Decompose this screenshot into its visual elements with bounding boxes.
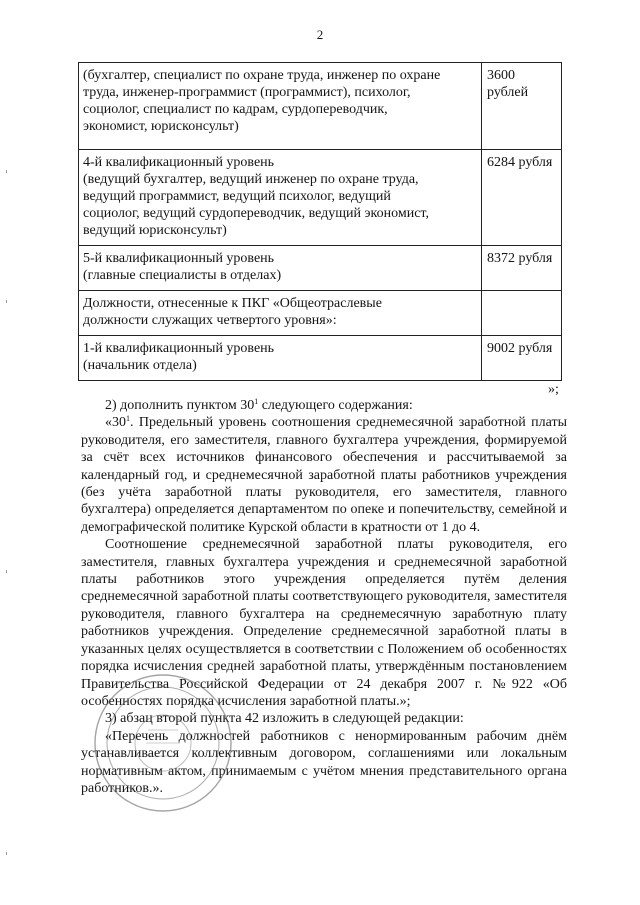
cell-line: экономист, юрисконсульт) [83, 119, 239, 134]
cell-line: 5-й квалификационный уровень [83, 251, 275, 266]
cell-line: социолог, специалист по кадрам, сурдопереводчик, [83, 102, 388, 117]
cell-line: социолог, ведущий сурдопереводчик, ведущий экономист, [83, 206, 429, 221]
paragraph-salary-ratio: Соотношение среднемесячной заработной платы руководителя, его заместителя, главных бухгалтера учреждения и среднемесячной заработной платы работников этого учреждения определяется путём деления среднемесячной заработной платы соответствующего руководителя, заместителя руководителя, главного бухгалтера на среднемесячную заработную плату работников учреждения. Определение среднемесячной заработной платы в указанных целях осуществляется в соответствии с Положением об особенностях порядка исчисления средней заработной платы, утверждённым постановлением Правительства Российской Федерации от 24 декабря 2007 г. №922 «Об особенностях порядка исчисления заработной платы.»; [81, 537, 567, 709]
scan-mark [6, 852, 7, 855]
table-row [79, 246, 562, 291]
position-cell [79, 336, 482, 381]
cell-line: должности служащих четвертого уровня»: [83, 313, 337, 328]
page-number: 2 [316, 27, 324, 42]
amount-cell [482, 246, 562, 291]
paragraph-position-list: «Перечень должностей работников с ненормированным рабочим днём устанавливается коллективным договором, соглашениями или локальным нормативным актом, принимаемым с учётом мнения представительного органа работников.». [81, 728, 567, 796]
position-cell [79, 291, 482, 336]
amount-line: рублей [487, 85, 529, 100]
scan-mark [6, 300, 7, 303]
cell-line: труда, инженер-программист (программист), психолог, [83, 85, 411, 100]
salary-table [78, 62, 562, 381]
cell-line: Должности, отнесенные к ПКГ «Общеотраслевые [83, 296, 382, 311]
position-cell [79, 246, 482, 291]
scan-mark [6, 570, 7, 573]
point-2: 2) дополнить пунктом $30^1$ следующего содержания: [105, 397, 413, 413]
table-row [79, 150, 562, 246]
amount-cell [482, 150, 562, 246]
scan-mark [6, 170, 7, 173]
table-close-quote: »; [548, 382, 559, 397]
cell-line: ведущий программист, ведущий психолог, ведущий [83, 189, 391, 204]
amount-line: 8372 рубля [487, 251, 553, 266]
point-3: 3) абзац второй пункта 42 изложить в следующей редакции: [105, 711, 464, 727]
official-seal-stamp [88, 668, 238, 818]
amount-cell [482, 291, 562, 336]
cell-line: 1-й квалификационный уровень [83, 341, 275, 356]
amount-line: 9002 рубля [487, 341, 553, 356]
position-cell [79, 150, 482, 246]
amount-line: 6284 рубля [487, 155, 553, 170]
cell-line: ведущий юрисконсульт) [83, 223, 227, 238]
table-row [79, 291, 562, 336]
amount-line: 3600 [487, 68, 515, 83]
cell-line: 4-й квалификационный уровень [83, 155, 275, 170]
cell-line: (бухгалтер, специалист по охране труда, инженер по охране [83, 68, 441, 83]
table-row [79, 336, 562, 381]
cell-line: (главные специалисты в отделах) [83, 268, 282, 283]
table-row [79, 63, 562, 150]
paragraph-30-1: «$30^1$. Предельный уровень соотношения среднемесячной заработной платы руководителя, его заместителя, главного бухгалтера учреждения, формируемой за счёт всех источников финансового обеспечения и рассчитываемой за календарный год, и среднемесячной заработной платы работников учреждения (без учёта заработной платы руководителя, его заместителя, главного бухгалтера) определяется департаментом по опеке и попечительству, семейной и демографической политике Курской области в кратности от 1 до 4. [81, 414, 567, 535]
position-cell [79, 63, 482, 150]
cell-line: (начальник отдела) [83, 358, 197, 373]
amount-cell [482, 63, 562, 150]
amount-cell [482, 336, 562, 381]
cell-line: (ведущий бухгалтер, ведущий инженер по охране труда, [83, 172, 419, 187]
